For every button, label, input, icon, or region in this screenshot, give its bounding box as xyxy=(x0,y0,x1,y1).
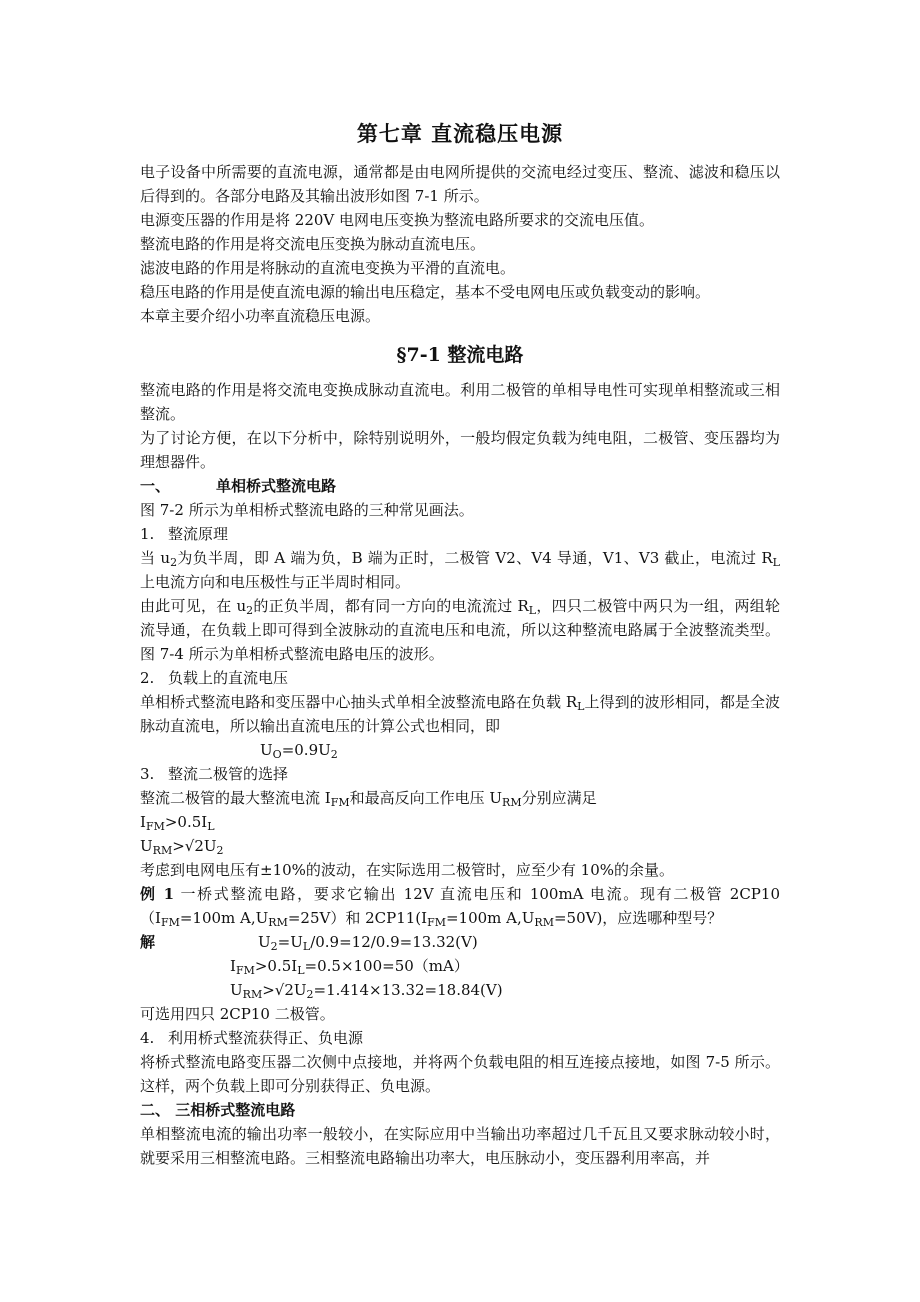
solution-label: 解 xyxy=(140,933,156,951)
intro-paragraph: 本章主要介绍小功率直流稳压电源。 xyxy=(140,307,381,325)
example-paragraph: 例 1 一桥式整流电路，要求它输出 12V 直流电压和 100mA 电流。现有二极管 $2CP10(I_{FM}=100m$ $A,U_{RM}=25V$）和 $2CP11(I_{FM}=100m$ $A,U_{RM}=50V$)，应选哪种型号？ xyxy=(140,885,780,929)
intro-paragraph: 整流电路的作用是将交流电压变换为脉动直流电压。 xyxy=(140,235,486,253)
formula: $I_{FM}>0.5I_L$ xyxy=(140,813,215,833)
intro-paragraph: 电源变压器的作用是将 220V 电网电压变换为整流电路所要求的交流电压值。 xyxy=(140,211,655,229)
solution-line: $U_{RM}>√2U_2=1.414\times 13.32=18.84(V)$ xyxy=(230,981,503,1001)
heading-text: 单相桥式整流电路 xyxy=(216,477,337,495)
chapter-title: 第七章 直流稳压电源 xyxy=(356,121,564,146)
solution-line: 解 $U_2=U_L/0.9=12/0.9=13.32(V)$ xyxy=(140,930,780,954)
formula: $U_O=0.9U_2$ xyxy=(260,741,338,761)
heading-number: 一、 xyxy=(140,477,171,495)
intro-paragraph: 滤波电路的作用是将脉动的直流电变换为平滑的直流电。 xyxy=(140,259,516,277)
paragraph: 考虑到电网电压有±10%的波动，在实际选用二极管时，应至少有 10%的余量。 xyxy=(140,861,675,879)
paragraph: 单相整流电流的输出功率一般较小，在实际应用中当输出功率超过几千瓦且又要求脉动较小时，就要采用三相整流电路。三相整流电路输出功率大，电压脉动小，变压器利用率高，并 xyxy=(140,1125,780,1167)
paragraph: 将桥式整流电路变压器二次侧中点接地，并将两个负载电阻的相互连接点接地，如图 7-5 所示。这样，两个负载上即可分别获得正、负电源。 xyxy=(140,1053,780,1095)
section-paragraph: 整流电路的作用是将交流电变换成脉动直流电。利用二极管的单相导电性可实现单相整流或三相整流。 xyxy=(140,381,780,423)
paragraph: 可选用四只 2CP10 二极管。 xyxy=(140,1005,335,1023)
section-paragraph: 为了讨论方便，在以下分析中，除特别说明外，一般均假定负载为纯电阻，二极管、变压器均为理想器件。 xyxy=(140,429,780,471)
subsection-heading-two: 二、 三相桥式整流电路 xyxy=(140,1101,296,1119)
paragraph: 当 $u_2$为负半周，即 A 端为负，B 端为正时，二极管 V2、V4 导通，V1、V3 截止，电流过 $R_L$上电流方向和电压极性与正半周时相同。 xyxy=(140,549,780,591)
paragraph: 单相桥式整流电路和变压器中心抽头式单相全波整流电路在负载 $R_L$上得到的波形相同，都是全波脉动直流电，所以输出直流电压的计算公式也相同，即 xyxy=(140,693,780,735)
example-label: 例 1 xyxy=(140,885,175,903)
list-item: 4. 利用桥式整流获得正、负电源 xyxy=(140,1029,364,1047)
list-item: 1. 整流原理 xyxy=(140,525,229,543)
section-title: §7-1 整流电路 xyxy=(396,344,524,366)
list-item: 2. 负载上的直流电压 xyxy=(140,669,289,687)
subsection-heading-one xyxy=(140,474,780,498)
paragraph: 由此可见，在 $u_2$的正负半周，都有同一方向的电流流过 $R_L$，四只二极管中两只为一组，两组轮流导通，在负载上即可得到全波脉动的直流电压和电流，所以这种整流电路属于全波整流类型。图 7-4 所示为单相桥式整流电路电压的波形。 xyxy=(140,597,780,663)
intro-paragraph: 电子设备中所需要的直流电源，通常都是由电网所提供的交流电经过变压、整流、滤波和稳压以后得到的。各部分电路及其输出波形如图 7-1 所示。 xyxy=(140,163,780,205)
formula: $U_{RM}>√2U_2$ xyxy=(140,837,224,857)
intro-paragraph: 稳压电路的作用是使直流电源的输出电压稳定，基本不受电网电压或负载变动的影响。 xyxy=(140,283,711,301)
solution-line: $I_{FM}>0.5I_L=0.5\times 100=50(mA)$ xyxy=(230,957,469,977)
paragraph: 图 7-2 所示为单相桥式整流电路的三种常见画法。 xyxy=(140,501,474,519)
paragraph: 整流二极管的最大整流电流 $I_{FM}$和最高反向工作电压 $U_{RM}$分别应满足 xyxy=(140,789,597,809)
list-item: 3. 整流二极管的选择 xyxy=(140,765,289,783)
